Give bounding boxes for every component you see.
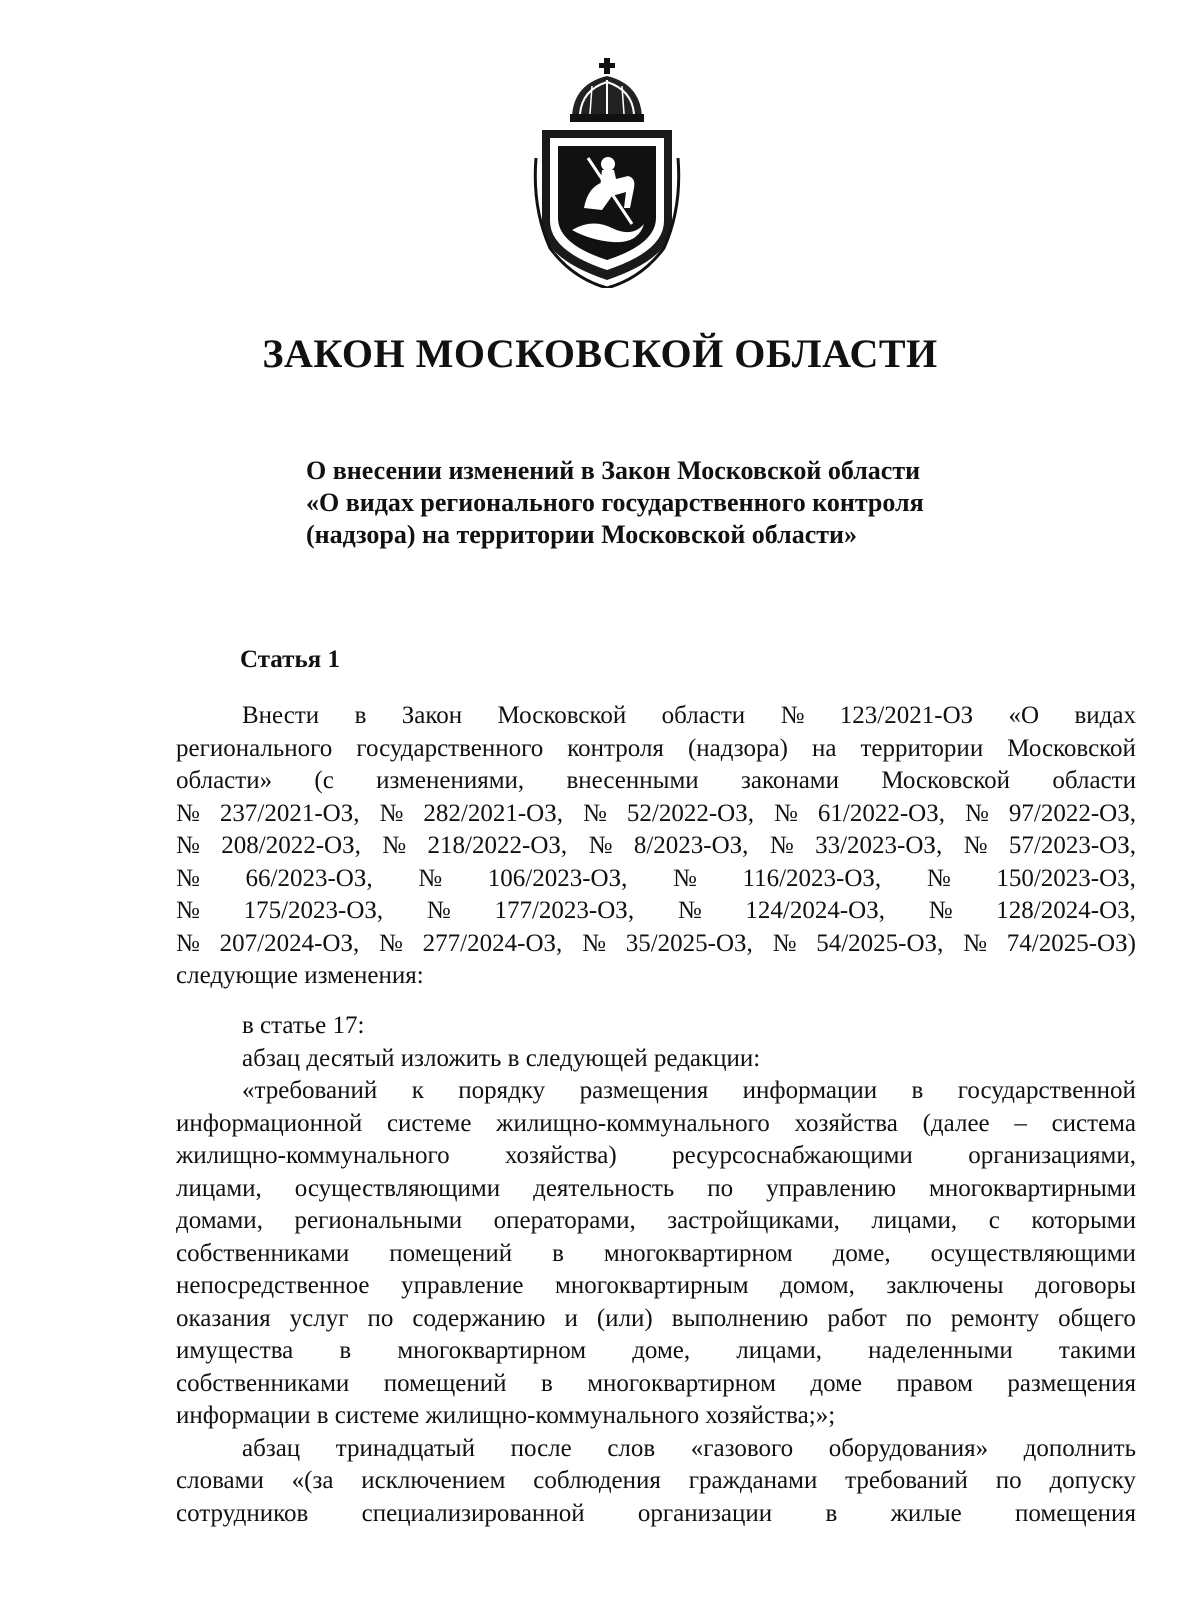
word: многоквартирным xyxy=(555,1272,749,1299)
word: видах xyxy=(1074,702,1136,729)
word: «(за xyxy=(291,1467,334,1494)
word: регионального xyxy=(176,734,333,762)
word: доме xyxy=(810,1369,863,1397)
word: домами, xyxy=(176,1207,263,1234)
text-line xyxy=(176,765,1136,798)
word: помещения xyxy=(1015,1499,1136,1527)
word: заключены xyxy=(886,1272,1004,1299)
word: ремонту xyxy=(950,1304,1040,1332)
word: 97/2022-ОЗ, xyxy=(1008,799,1136,827)
word: № xyxy=(928,897,953,924)
text-line xyxy=(176,1368,1136,1401)
word: (с xyxy=(314,767,334,794)
text-line: следующие изменения: xyxy=(176,962,424,989)
word: 282/2021-ОЗ, xyxy=(423,799,563,827)
word: информационной xyxy=(176,1109,363,1137)
word: № xyxy=(379,929,403,957)
text-line xyxy=(176,1205,1136,1238)
word: (или) xyxy=(596,1304,653,1332)
word: гражданами xyxy=(688,1467,818,1494)
word: слов xyxy=(607,1434,656,1462)
word: соблюдения xyxy=(533,1467,661,1494)
word: в xyxy=(354,702,367,729)
word: № xyxy=(673,864,697,892)
word: Московской xyxy=(497,702,627,729)
word: № xyxy=(582,929,606,957)
word: по xyxy=(367,1304,394,1332)
word: многоквартирном xyxy=(587,1369,776,1397)
word: хозяйства xyxy=(794,1109,898,1137)
word: области» xyxy=(176,767,273,794)
word: – xyxy=(1014,1109,1027,1137)
word: 218/2022-ОЗ, xyxy=(427,832,568,859)
word: сотрудников xyxy=(176,1499,309,1527)
word: и xyxy=(564,1304,578,1332)
word: операторами, xyxy=(493,1207,636,1234)
word: размещения xyxy=(1007,1369,1136,1397)
word: осуществляющими xyxy=(930,1239,1136,1267)
word: № xyxy=(176,799,200,827)
word: контроля xyxy=(567,734,664,762)
word: жилые xyxy=(890,1499,962,1527)
word: № xyxy=(677,897,702,924)
word: 54/2025-ОЗ, xyxy=(816,929,944,957)
word: лицами, xyxy=(871,1207,958,1234)
word: дополнить xyxy=(1023,1434,1136,1462)
word: в xyxy=(825,1499,838,1527)
word: № xyxy=(176,832,200,859)
word: многоквартирном xyxy=(397,1337,587,1364)
word: непосредственное xyxy=(176,1272,370,1299)
word: многоквартирном xyxy=(603,1239,793,1267)
text-line xyxy=(176,1075,1136,1108)
text-line xyxy=(176,1140,1136,1173)
word: 61/2022-ОЗ, xyxy=(817,799,945,827)
word: в xyxy=(911,1077,924,1104)
word: 124/2024-ОЗ, xyxy=(745,897,885,924)
word: № xyxy=(769,832,794,859)
word: домом, xyxy=(780,1272,855,1299)
article-heading: Статья 1 xyxy=(240,646,340,673)
text-line xyxy=(176,1270,1136,1303)
word: после xyxy=(510,1434,572,1462)
word: № xyxy=(379,799,404,827)
word: Внести xyxy=(242,702,320,729)
text-line xyxy=(176,700,1136,733)
text-line xyxy=(176,1303,1136,1336)
word: требований xyxy=(845,1467,968,1494)
word: системе xyxy=(386,1109,472,1137)
word: допуску xyxy=(1049,1467,1136,1494)
word: такими xyxy=(1058,1337,1136,1364)
word: жилищно-коммунального xyxy=(176,1142,450,1169)
word: № xyxy=(963,929,987,957)
text-line xyxy=(176,798,1136,831)
word: договоры xyxy=(1035,1272,1136,1299)
word: специализированной xyxy=(361,1499,585,1527)
word: 207/2024-ОЗ, xyxy=(219,929,360,957)
word: абзац xyxy=(242,1434,301,1462)
moscow-oblast-coat-of-arms-icon xyxy=(532,58,682,288)
word: лицами, xyxy=(176,1174,262,1202)
word: собственниками xyxy=(176,1239,350,1267)
word: 177/2023-ОЗ, xyxy=(494,897,635,924)
word: 123/2021-ОЗ xyxy=(839,702,974,729)
word: собственниками xyxy=(176,1369,350,1397)
word: с xyxy=(988,1207,1000,1234)
word: хозяйства) xyxy=(504,1142,617,1169)
word: № xyxy=(583,799,607,827)
word: 237/2021-ОЗ, xyxy=(219,799,360,827)
word: общего xyxy=(1058,1304,1136,1332)
article-paragraph-1 xyxy=(176,700,1136,993)
word: ресурсоснабжающими xyxy=(672,1142,913,1169)
text-line xyxy=(176,1238,1136,1271)
word: региональными xyxy=(294,1207,463,1234)
word: 8/2023-ОЗ, xyxy=(633,832,749,859)
text-line xyxy=(176,863,1136,896)
word: изменениями, xyxy=(376,767,525,794)
word: № xyxy=(965,799,989,827)
word: государственной xyxy=(957,1077,1136,1104)
word: территории xyxy=(860,734,984,762)
word: 277/2024-ОЗ, xyxy=(422,929,563,957)
word: Московской xyxy=(881,767,1011,794)
word: оказания xyxy=(176,1304,271,1332)
word: внесенными xyxy=(566,767,699,794)
word: размещения xyxy=(579,1077,709,1104)
text-line xyxy=(176,1335,1136,1368)
word: осуществляющими xyxy=(294,1174,501,1202)
word: 150/2023-ОЗ, xyxy=(996,864,1136,892)
text-line: в статье 17: xyxy=(242,1012,365,1039)
text-line xyxy=(176,1498,1136,1531)
word: доме, xyxy=(632,1337,691,1364)
word: № xyxy=(926,864,951,892)
word: «О xyxy=(1008,702,1040,729)
word: по xyxy=(905,1304,932,1332)
word: порядку xyxy=(458,1077,546,1104)
word: (далее xyxy=(922,1109,990,1137)
word: лицами, xyxy=(736,1337,823,1364)
word: которыми xyxy=(1031,1207,1136,1234)
word: № xyxy=(780,702,805,729)
word: 33/2023-ОЗ, xyxy=(815,832,943,859)
word: система xyxy=(1051,1109,1136,1137)
word: № xyxy=(588,832,613,859)
word: информации xyxy=(742,1077,878,1104)
word: доме, xyxy=(832,1239,891,1267)
word: 66/2023-ОЗ, xyxy=(245,864,373,892)
word: 74/2025-ОЗ) xyxy=(1006,929,1136,957)
text-line xyxy=(176,928,1136,961)
word: управление xyxy=(401,1272,524,1299)
word: застройщиками, xyxy=(667,1207,840,1234)
word: законами xyxy=(740,767,839,794)
subtitle-line: О внесении изменений в Закон Московской области xyxy=(306,456,921,485)
word: в xyxy=(552,1239,564,1267)
word: области xyxy=(1052,767,1136,794)
word: № xyxy=(382,832,407,859)
text-line: абзац десятый изложить в следующей редакции: xyxy=(242,1044,761,1072)
word: № xyxy=(772,929,797,957)
text-line xyxy=(176,1465,1136,1498)
word: многоквартирными xyxy=(929,1174,1136,1202)
text-line xyxy=(176,830,1136,863)
word: содержанию xyxy=(412,1304,546,1332)
word: правом xyxy=(896,1369,973,1397)
word: 52/2022-ОЗ, xyxy=(626,799,754,827)
word: наделенными xyxy=(868,1337,1013,1364)
word: тринадцатый xyxy=(335,1434,475,1462)
word: Московской xyxy=(1007,734,1136,762)
word: № xyxy=(176,897,200,924)
word: области xyxy=(661,702,746,729)
word: организациями, xyxy=(968,1142,1136,1169)
word: № xyxy=(176,864,200,892)
word: № xyxy=(426,897,451,924)
word: на xyxy=(811,734,837,762)
word: «требований xyxy=(242,1077,378,1104)
word: имущества xyxy=(176,1337,294,1364)
text-line xyxy=(176,1108,1136,1141)
article-paragraph-2 xyxy=(176,1010,1136,1530)
word: государственного xyxy=(356,734,544,762)
law-title: ЗАКОН МОСКОВСКОЙ ОБЛАСТИ xyxy=(262,331,938,376)
text-line xyxy=(176,733,1136,766)
subtitle-line: «О видах регионального государственного контроля xyxy=(306,488,924,517)
word: по xyxy=(995,1467,1022,1494)
word: помещений xyxy=(389,1239,513,1267)
text-line xyxy=(176,1433,1136,1466)
text-line xyxy=(176,1173,1136,1206)
law-subtitle xyxy=(306,455,1066,551)
word: работ xyxy=(827,1304,887,1332)
word: исключением xyxy=(361,1467,506,1494)
word: оборудования» xyxy=(828,1434,989,1462)
word: словами xyxy=(176,1467,264,1494)
text-line xyxy=(176,895,1136,928)
word: в xyxy=(339,1337,352,1364)
word: к xyxy=(411,1077,424,1104)
text-line: информации в системе жилищно-коммунального хозяйства;»; xyxy=(176,1402,836,1429)
word: жилищно-коммунального xyxy=(496,1109,770,1137)
subtitle-line: (надзора) на территории Московской области» xyxy=(306,520,858,549)
word: в xyxy=(540,1369,553,1397)
word: 128/2024-ОЗ, xyxy=(996,897,1136,924)
word: (надзора) xyxy=(687,734,788,762)
word: организации xyxy=(637,1499,773,1527)
word: № xyxy=(963,832,988,859)
word: деятельность xyxy=(533,1174,675,1202)
word: № xyxy=(176,929,200,957)
word: 57/2023-ОЗ, xyxy=(1008,832,1136,859)
word: по xyxy=(707,1174,734,1202)
word: 35/2025-ОЗ, xyxy=(625,929,753,957)
word: 175/2023-ОЗ, xyxy=(243,897,384,924)
word: «газового xyxy=(690,1434,794,1462)
word: № xyxy=(774,799,798,827)
word: управлению xyxy=(766,1174,897,1202)
word: № xyxy=(418,864,443,892)
word: помещений xyxy=(383,1369,507,1397)
word: 116/2023-ОЗ, xyxy=(742,864,882,892)
word: 106/2023-ОЗ, xyxy=(487,864,628,892)
word: услуг xyxy=(289,1304,349,1332)
word: выполнению xyxy=(671,1304,809,1332)
word: Закон xyxy=(401,702,463,729)
word: 208/2022-ОЗ, xyxy=(221,832,361,859)
